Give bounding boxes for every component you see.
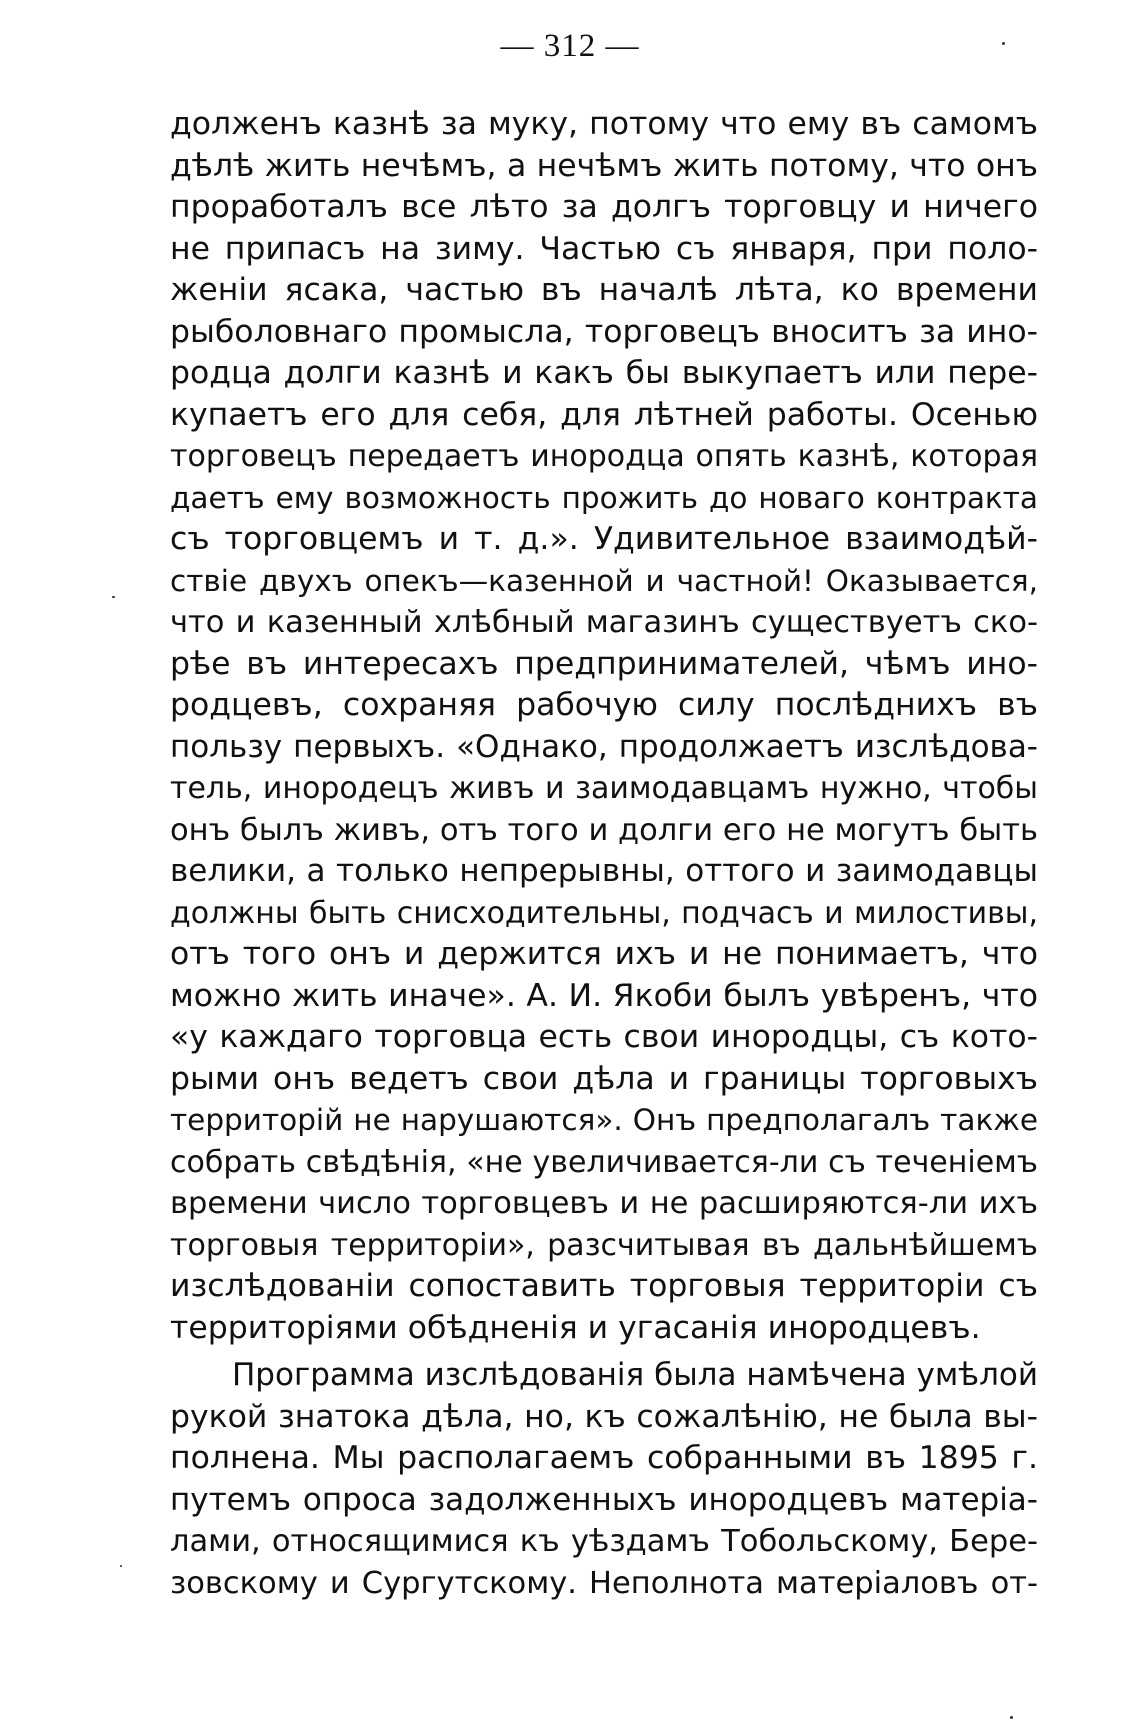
scan-speck	[112, 596, 115, 598]
text-line: «у каждаго торговца есть свои инородцы, съ кото-	[170, 1019, 1038, 1055]
text-line: отъ того онъ и держится ихъ и не понимаетъ, что	[170, 936, 1038, 972]
text-line: торговецъ передаетъ инородца опять казнѣ, которая	[170, 439, 1038, 474]
scan-speck	[1010, 1716, 1013, 1719]
text-line: рыболовнаго промысла, торговецъ вноситъ за ино-	[170, 313, 1038, 350]
scan-speck	[120, 1565, 122, 1567]
text-line: онъ былъ живъ, отъ того и долги его не могутъ быть	[170, 812, 1038, 848]
text-line: должны быть снисходительны, подчасъ и милостивы,	[170, 895, 1038, 931]
text-line: ствіе двухъ опекъ—казенной и частной! Оказывается,	[170, 563, 1038, 598]
text-line: съ торговцемъ и т. д.». Удивительное взаимодѣй-	[170, 521, 1038, 557]
text-line: полнена. Мы располагаемъ собранными въ 1895 г.	[170, 1440, 1038, 1476]
text-line: пользу первыхъ. «Однако, продолжаетъ изслѣдова-	[170, 728, 1038, 765]
text-line: территоріями обѣдненія и угасанія инородцевъ.	[170, 1309, 981, 1346]
text-line: территорій не нарушаются». Онъ предполагалъ также	[170, 1103, 1038, 1137]
text-line: купаетъ его для себя, для лѣтней работы. Осенью	[170, 396, 1038, 433]
text-line: собрать свѣдѣнія, «не увеличивается-ли съ теченіемъ	[170, 1144, 1038, 1180]
text-line: рыми онъ ведетъ свои дѣла и границы торговыхъ	[170, 1060, 1038, 1097]
text-line: торговыя территоріи», разсчитывая въ дальнѣйшемъ	[170, 1227, 1038, 1263]
text-line: проработалъ все лѣто за долгъ торговцу и ничего	[170, 189, 1038, 225]
paragraph-2	[170, 1355, 1038, 1604]
text-line: женіи ясака, частью въ началѣ лѣта, ко времени	[170, 272, 1038, 308]
scan-speck	[1002, 42, 1005, 45]
text-line: даетъ ему возможность прожить до новаго контракта	[170, 480, 1038, 515]
text-line: не припасъ на зиму. Частью съ января, при поло-	[170, 230, 1038, 267]
text-line: лами, относящимися къ уѣздамъ Тобольскому, Бере-	[170, 1524, 1038, 1559]
text-line: изслѣдованіи сопоставить торговыя территоріи съ	[170, 1268, 1038, 1304]
text-line: тель, инородецъ живъ и заимодавцамъ нужно, чтобы	[170, 771, 1038, 806]
page-number: — 312 —	[500, 28, 640, 64]
text-line: велики, а только непрерывны, оттого и заимодавцы	[170, 853, 1038, 889]
text-line: рѣе въ интересахъ предпринимателей, чѣмъ ино-	[170, 645, 1038, 682]
text-line: рукой знатока дѣла, но, къ сожалѣнію, не была вы-	[170, 1398, 1038, 1435]
text-line: родцевъ, сохраняя рабочую силу послѣднихъ въ	[170, 687, 1038, 723]
text-line: родца долги казнѣ и какъ бы выкупаетъ или пере-	[170, 355, 1038, 391]
text-line: можно жить иначе». А. И. Якоби былъ увѣренъ, что	[170, 977, 1038, 1014]
text-line: Программа изслѣдованія была намѣчена умѣлой	[232, 1357, 1038, 1393]
paragraph-1	[170, 104, 1038, 1349]
text-line: что и казенный хлѣбный магазинъ существуетъ ско-	[170, 605, 1038, 640]
text-line: дѣлѣ жить нечѣмъ, а нечѣмъ жить потому, что онъ	[170, 147, 1038, 184]
text-line: долженъ казнѣ за муку, потому что ему въ самомъ	[170, 106, 1038, 142]
text-line: времени число торговцевъ и не расширяются-ли ихъ	[170, 1186, 1038, 1221]
text-line: зовскому и Сургутскому. Неполнота матеріаловъ от-	[170, 1565, 1038, 1601]
text-line: путемъ опроса задолженныхъ инородцевъ матеріа-	[170, 1481, 1038, 1518]
